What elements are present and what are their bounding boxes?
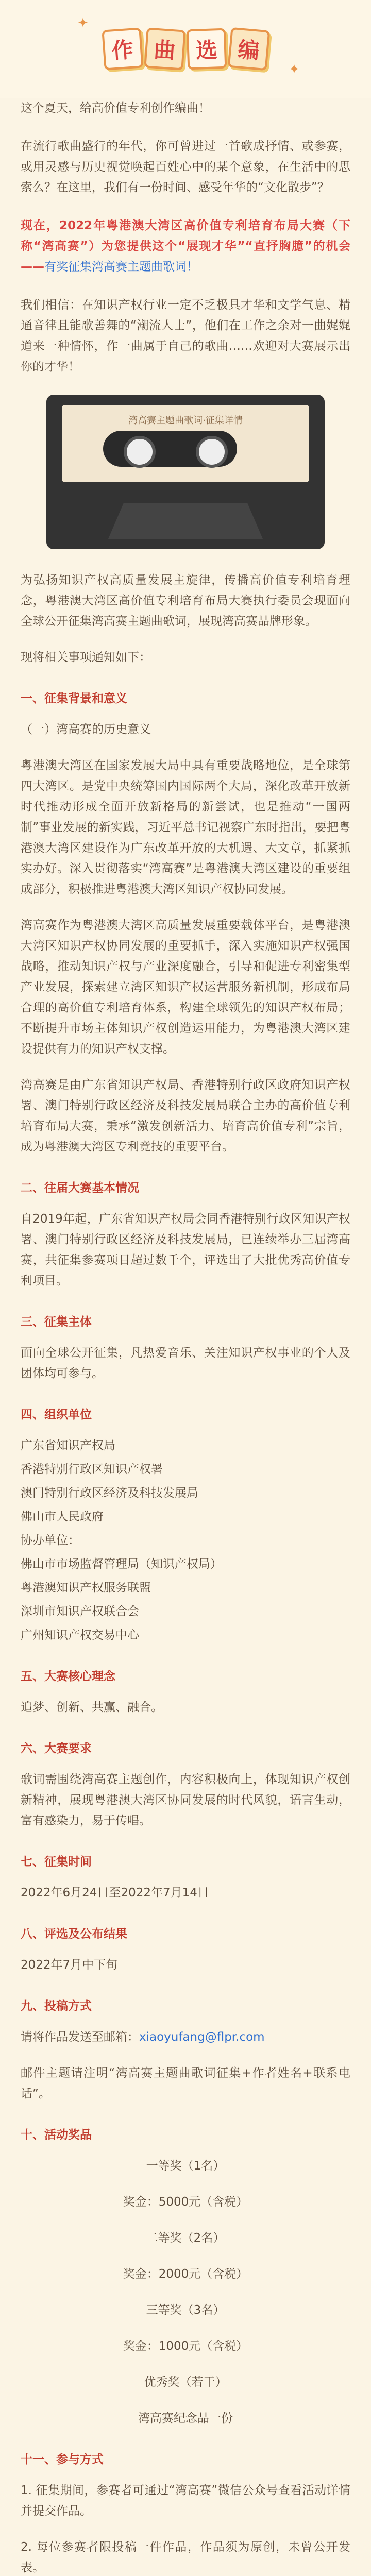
org-list — [21, 1435, 350, 1646]
section-title: 五、大赛核心理念 — [21, 1670, 115, 1683]
intro-paragraph — [21, 215, 350, 277]
section-title: 二、往届大赛基本情况 — [21, 1181, 139, 1195]
reel-icon — [196, 436, 228, 468]
section-title: 一、征集背景和意义 — [21, 692, 127, 705]
body-paragraph: 歌词需围绕湾高赛主题创作，内容积极向上，体现知识产权创新精神，展现粤港澳大湾区协同发展的时代风貌，语言生动，富有感染力，易于传唱。 — [21, 1773, 350, 1827]
prize-item: 奖金：1000元（含税） — [123, 2340, 248, 2353]
section-title: 七、征集时间 — [21, 1855, 92, 1869]
email-label: 请将作品发送至邮箱： — [21, 2030, 139, 2044]
sparkle-icon: ✦ — [289, 62, 300, 77]
list-item: 广东省知识产权局 — [21, 1439, 115, 1452]
body-paragraph: 湾高赛作为粤港澳大湾区高质量发展重要载体平台，是粤港澳大湾区知识产权协同发展的重要抓手，深入实施知识产权强国战略，推动知识产权与产业深度融合，引导和促进专利密集型产业发展，探索建立湾区知识产权运营服务新机制，形成布局合理的高价值专利培育体系，构建全球领先的知识产权布局；不断提升市场主体知识产权创造运用能力，为粤港澳大湾区建设提供有力的知识产权支撑。 — [21, 919, 350, 1056]
list-item: 佛山市人民政府 — [21, 1510, 104, 1523]
body-paragraph: 为弘扬知识产权高质量发展主旋律，传播高价值专利培育理念，粤港澳大湾区高价值专利培育布局大赛执行委员会现面向全球公开征集湾高赛主题曲歌词，展现湾高赛品牌形象。 — [21, 573, 350, 628]
intro-paragraph: 这个夏天，给高价值专利创作编曲！ — [21, 101, 210, 115]
list-item: 佛山市市场监督管理局（知识产权局） — [21, 1557, 222, 1571]
intro-paragraph: 我们相信：在知识产权行业一定不乏极具才华和文学气息、精通音律且能歌善舞的“潮流人士”，他们在工作之余对一曲娓娓道来一种情怀，作一曲属于自己的歌曲……欢迎对大赛展示出你的才华！ — [21, 298, 350, 374]
prize-item: 湾高赛纪念品一份 — [138, 2412, 233, 2425]
list-item: 广州知识产权交易中心 — [21, 1629, 139, 1642]
prize-item: 二等奖（2名） — [146, 2231, 225, 2245]
email-link[interactable]: xiaoyufang@flpr.com — [139, 2030, 265, 2044]
list-item: 粤港澳知识产权服务联盟 — [21, 1581, 151, 1595]
body-paragraph: 粤港澳大湾区在国家发展大局中具有重要战略地位，是全球第四大湾区。是党中央统筹国内国际两个大局，深化改革开放新时代推动形成全面开放新格局的新尝试，也是推动“一国两制”事业发展的新实践，习近平总书记视察广东时指出，要把粤港澳大湾区建设作为广东改革开放的大机遇、大文章，抓紧抓实办好。深入贯彻落实“湾高赛”是粤港澳大湾区建设的重要组成部分，积极推进粤港澳大湾区知识产权协同发展。 — [21, 759, 350, 896]
section-title: 十、活动奖品 — [21, 2128, 92, 2142]
prize-item: 优秀奖（若干） — [144, 2376, 227, 2389]
body-paragraph: 追梦、创新、共赢、融合。 — [21, 1701, 163, 1714]
cassette-illustration — [46, 395, 325, 549]
section-title: 六、大赛要求 — [21, 1742, 92, 1755]
body-paragraph: 湾高赛是由广东省知识产权局、香港特别行政区政府知识产权署、澳门特别行政区经济及科技发展局联合主办的高价值专利培育布局大赛，秉承“激发创新活力、培育高价值专利”宗旨，成为粤港澳大湾区专利竞技的重要平台。 — [21, 1078, 350, 1154]
prize-item: 三等奖（3名） — [146, 2303, 225, 2317]
section-title: 十一、参与方式 — [21, 2453, 104, 2466]
list-item: 澳门特别行政区经济及科技发展局 — [21, 1486, 198, 1500]
title-char: 选 — [187, 28, 227, 70]
list-item: 协办单位： — [21, 1534, 80, 1547]
body-paragraph: （一）湾高赛的历史意义 — [21, 723, 151, 736]
body-paragraph — [21, 2027, 350, 2047]
body-paragraph: 2022年7月中下旬 — [21, 1958, 118, 1972]
section-title: 八、评选及公布结果 — [21, 1927, 127, 1941]
page-title — [103, 21, 268, 77]
section-title: 四、组织单位 — [21, 1408, 92, 1421]
header — [0, 0, 371, 98]
title-char: 编 — [227, 27, 269, 71]
intro-paragraph: 在流行歌曲盛行的年代，你可曾进过一首歌成抒情、或参赛，或用灵感与历史视觉唤起百姓心中的某个意象，在生活中的思索么？在这里，我们有一份时间、感受年华的“文化散步”？ — [21, 140, 350, 194]
article-body — [0, 570, 371, 2576]
section-title: 九、投稿方式 — [21, 1999, 92, 2013]
cassette-bottom — [108, 503, 263, 539]
prize-item: 一等奖（1名） — [146, 2159, 225, 2173]
intro — [0, 98, 371, 377]
body-paragraph: 面向全球公开征集，凡热爱音乐、关注知识产权事业的个人及团体均可参与。 — [21, 1346, 350, 1380]
cassette-caption: 湾高赛主题曲歌词·征集详情 — [128, 415, 243, 426]
body-paragraph: 2. 每位参赛者限投稿一件作品，作品须为原创，未曾公开发表。 — [21, 2540, 350, 2574]
reel-icon — [124, 436, 156, 468]
title-char: 作 — [102, 27, 143, 70]
sparkle-icon: ✦ — [77, 15, 89, 31]
body-paragraph: 2022年6月24日至2022年7月14日 — [21, 1886, 209, 1900]
body-paragraph: 1. 征集期间，参赛者可通过“湾高赛”微信公众号查看活动详情并提交作品。 — [21, 2484, 350, 2518]
prize-item: 奖金：5000元（含税） — [123, 2195, 248, 2209]
section-title: 三、征集主体 — [21, 1315, 92, 1329]
title-char: 曲 — [144, 27, 185, 70]
prize-item: 奖金：2000元（含税） — [123, 2267, 248, 2281]
intro-link[interactable]: 有奖征集湾高赛主题曲歌词！ — [44, 260, 198, 274]
body-paragraph: 邮件主题请注明“湾高赛主题曲歌词征集+作者姓名+联系电话”。 — [21, 2066, 350, 2100]
body-paragraph: 自2019年起，广东省知识产权局会同香港特别行政区知识产权署、澳门特别行政区经济及科技发展局，已连续举办三届湾高赛，共征集参赛项目超过数千个，评选出了大批优秀高价值专利项目。 — [21, 1212, 350, 1287]
prize-list — [21, 2156, 350, 2429]
intro-highlight: 为您提供这个“展现才华”“直抒胸臆”的机会—— — [21, 240, 350, 274]
list-item: 深圳市知识产权联合会 — [21, 1605, 139, 1618]
body-paragraph: 现将相关事项通知如下： — [21, 651, 151, 664]
intro-highlight: 现在，2022年粤港澳大湾区高价值专利培育布局大赛（下称“湾高赛”） — [21, 219, 350, 253]
list-item: 香港特别行政区知识产权署 — [21, 1463, 163, 1476]
